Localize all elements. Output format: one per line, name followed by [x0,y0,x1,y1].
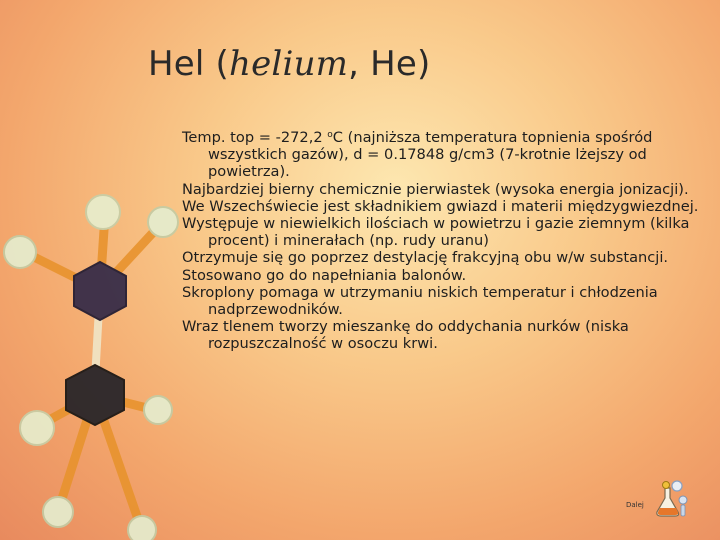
chemistry-flask-icon[interactable] [652,478,690,520]
title-suffix: , He) [348,44,431,84]
list-item: Skroplony pomaga w utrzymaniu niskich temperatur i chłodzenia nadprzewodników. [182,283,658,319]
title-latin-name: helium [229,44,349,84]
list-item: Stosowano go do napełniania balonów. [182,266,467,284]
list-item: Wraz tlenem tworzy mieszankę do oddychania nurków (niska rozpuszczalność w osoczu krwi. [182,318,629,353]
list-item: Występuje w niewielkich ilościach w powietrzu i gazie ziemnym (kilka procent) i minerałach (np. rudy uranu) [182,215,690,250]
bullet-list [182,127,712,353]
title-prefix: Hel ( [148,44,230,84]
list-item: We Wszechświecie jest składnikiem gwiazd i materii międzygwiezdnej. [182,197,699,215]
list-item: Najbardziej bierny chemicznie pierwiastek (wysoka energia jonizacji). [182,180,689,198]
slide-title [148,44,431,84]
list-item: Temp. top = -272,2 $^o$C (najniższa temperatura topnienia spośród wszystkich gazów), d = 0.17848 g/cm3 (7-krotnie lżejszy od powietrza). [182,129,653,181]
list-item: Otrzymuje się go poprzez destylację frakcyjną obu w/w substancji. [182,249,669,267]
next-slide-link[interactable]: Dalej [626,501,644,509]
